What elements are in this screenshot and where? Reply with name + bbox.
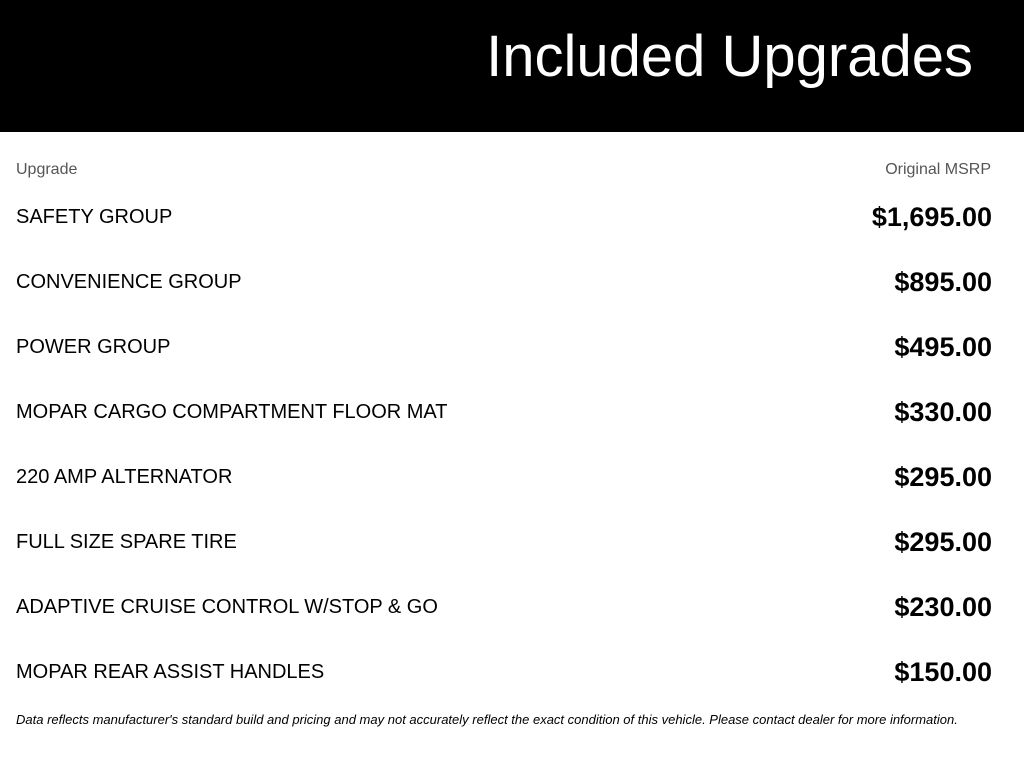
column-header-msrp: Original MSRP: [885, 161, 991, 178]
upgrades-table: [16, 185, 992, 705]
upgrade-price: $295.00: [894, 527, 992, 557]
table-row: [16, 575, 992, 640]
upgrade-price: $230.00: [894, 592, 992, 622]
column-header-upgrade: Upgrade: [16, 161, 78, 178]
upgrade-name: ADAPTIVE CRUISE CONTROL W/STOP & GO: [16, 596, 438, 618]
upgrade-name: 220 AMP ALTERNATOR: [16, 466, 233, 488]
table-row: [16, 185, 992, 250]
upgrade-price: $495.00: [894, 332, 992, 362]
column-headers: [16, 161, 991, 179]
header-banner: [0, 0, 1024, 132]
upgrade-price: $150.00: [894, 657, 992, 687]
upgrade-name: SAFETY GROUP: [16, 206, 173, 228]
table-row: [16, 510, 992, 575]
table-row: [16, 380, 992, 445]
disclaimer-text: Data reflects manufacturer's standard build and pricing and may not accurately reflect the exact condition of this vehicle. Please contact dealer for more information.: [16, 712, 958, 727]
upgrade-name: POWER GROUP: [16, 336, 171, 358]
upgrade-price: $895.00: [894, 267, 992, 297]
upgrade-price: $295.00: [894, 462, 992, 492]
upgrade-price: $330.00: [894, 397, 992, 427]
table-row: [16, 315, 992, 380]
upgrade-name: CONVENIENCE GROUP: [16, 271, 242, 293]
upgrade-name: MOPAR CARGO COMPARTMENT FLOOR MAT: [16, 401, 448, 423]
table-row: [16, 250, 992, 315]
table-row: [16, 445, 992, 510]
upgrade-name: FULL SIZE SPARE TIRE: [16, 531, 237, 553]
upgrade-price: $1,695.00: [871, 202, 992, 232]
upgrade-name: MOPAR REAR ASSIST HANDLES: [16, 661, 325, 683]
table-row: [16, 640, 992, 705]
page-title: Included Upgrades: [486, 24, 973, 89]
